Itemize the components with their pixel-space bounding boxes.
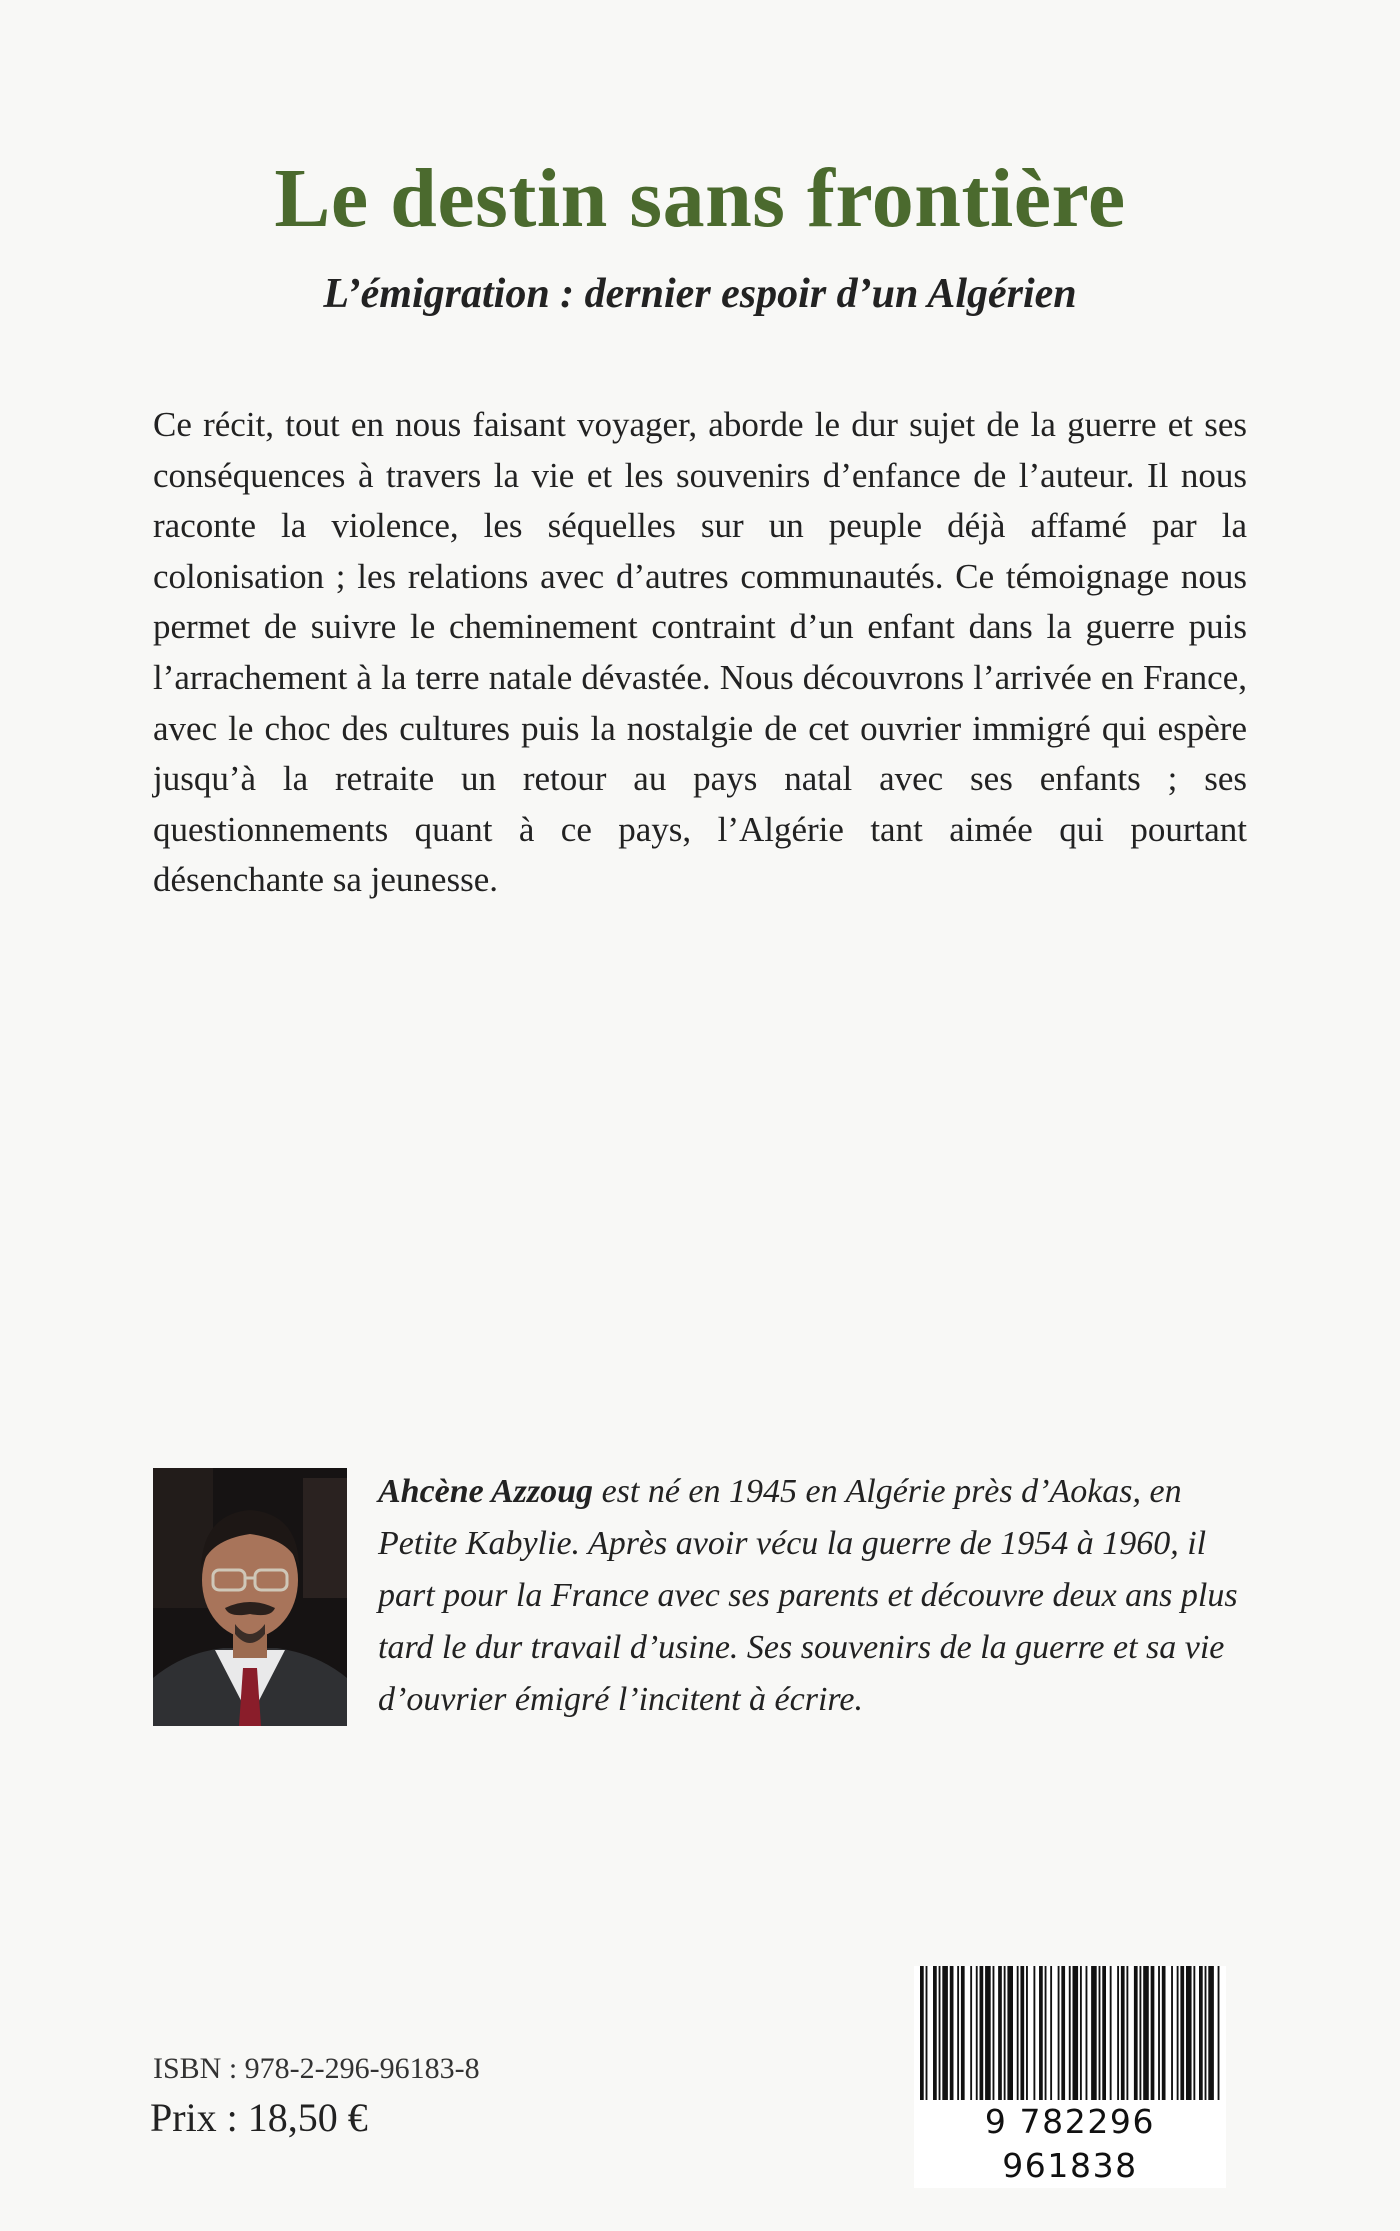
isbn: ISBN : 978-2-296-96183-8	[153, 2052, 480, 2085]
author-portrait-icon	[153, 1468, 347, 1726]
book-summary: Ce récit, tout en nous faisant voyager, aborde le dur sujet de la guerre et ses conséquences à travers la vie et les souvenirs d’enfance de l’auteur. Il nous raconte la violence, les séquelles sur un peuple déjà affamé par la colonisation ; les relations avec d’autres communautés. Ce témoignage nous permet de suivre le cheminement contraint d’un enfant dans la guerre puis l’arrachement à la terre natale dévastée. Nous découvrons l’arrivée en France, avec le choc des cultures puis la nostalgie de cet ouvrier immigré qui espère jusqu’à la retraite un retour au pays natal avec ses enfants ; ses questionnements quant à ce pays, l’Algérie tant aimée qui pourtant désenchante sa jeunesse.	[153, 405, 1247, 900]
author-photo	[153, 1468, 347, 1726]
book-title: Le destin sans frontière	[274, 152, 1126, 245]
author-name: Ahcène Azzoug	[378, 1473, 594, 1510]
book-subtitle: L’émigration : dernier espoir d’un Algérien	[323, 271, 1077, 317]
barcode-digits: 9 782296 961838	[914, 2100, 1226, 2188]
barcode-bars-icon	[914, 1966, 1226, 2102]
author-bio-text: est né en 1945 en Algérie près d’Aokas, en Petite Kabylie. Après avoir vécu la guerre de 1954 à 1960, il part pour la France avec ses parents et découvre deux ans plus tard le dur travail d’usine. Ses souvenirs de la guerre et sa vie d’ouvrier émigré l’incitent à écrire.	[378, 1473, 1238, 1718]
author-bio	[378, 1466, 1248, 1726]
price: Prix : 18,50 €	[150, 2095, 368, 2140]
